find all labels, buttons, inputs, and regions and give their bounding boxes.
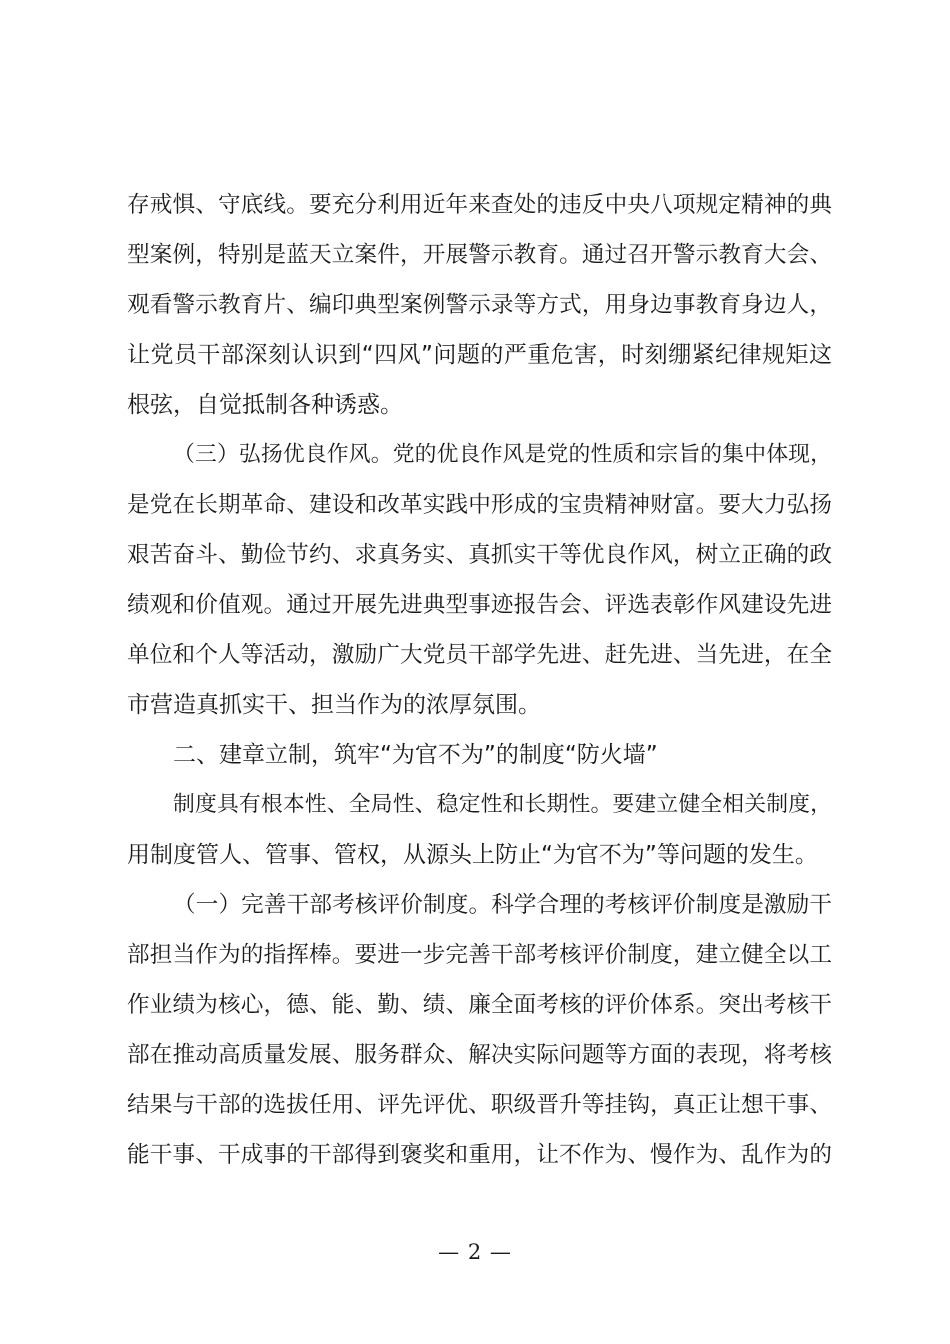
text-line: 存戒惧、守底线。要充分利用近年来查处的违反中央八项规定精神的典: [127, 192, 832, 218]
text-line: 能干事、干成事的干部得到褒奖和重用，让不作为、慢作为、乱作为的: [127, 1142, 832, 1168]
section-heading-line: （三）弘扬优良作风。党的优良作风是党的性质和宗旨的集中体现，: [173, 442, 832, 467]
text-line: 部担当作为的指挥棒。要进一步完善干部考核评价制度，建立健全以工: [127, 942, 832, 968]
text-line: 制度具有根本性、全局性、稳定性和长期性。要建立健全相关制度，: [173, 792, 832, 817]
text-line: 市营造真抓实干、担当作为的浓厚氛围。: [127, 692, 541, 718]
text-line: 艰苦奋斗、勤俭节约、求真务实、真抓实干等优良作风，树立正确的政: [127, 542, 832, 568]
text-line: 用制度管人、管事、管权，从源头上防止“为官不为”等问题的发生。: [127, 842, 818, 868]
page-number: — 2 —: [438, 1240, 512, 1264]
text-line: 单位和个人等活动，激励广大党员干部学先进、赶先进、当先进，在全: [127, 642, 832, 668]
text-line: 是党在长期革命、建设和改革实践中形成的宝贵精神财富。要大力弘扬: [127, 492, 832, 518]
document-body: [127, 180, 832, 1180]
text-line: 观看警示教育片、编印典型案例警示录等方式，用身边事教育身边人，: [127, 292, 832, 318]
text-line: 根弦，自觉抵制各种诱惑。: [127, 392, 403, 418]
chapter-heading: 二、建章立制，筑牢“为官不为”的制度“防火墙”: [173, 742, 658, 768]
text-line: 部在推动高质量发展、服务群众、解决实际问题等方面的表现，将考核: [127, 1042, 832, 1068]
section-heading-line: （一）完善干部考核评价制度。科学合理的考核评价制度是激励干: [173, 892, 832, 918]
text-line: 绩观和价值观。通过开展先进典型事迹报告会、评选表彰作风建设先进: [127, 592, 832, 618]
text-line: 作业绩为核心，德、能、勤、绩、廉全面考核的评价体系。突出考核干: [127, 992, 832, 1018]
text-line: 型案例，特别是蓝天立案件，开展警示教育。通过召开警示教育大会、: [127, 242, 832, 268]
text-line: 结果与干部的选拔任用、评先评优、职级晋升等挂钩，真正让想干事、: [127, 1092, 832, 1118]
text-line: 让党员干部深刻认识到“四风”问题的严重危害，时刻绷紧纪律规矩这: [127, 342, 832, 368]
